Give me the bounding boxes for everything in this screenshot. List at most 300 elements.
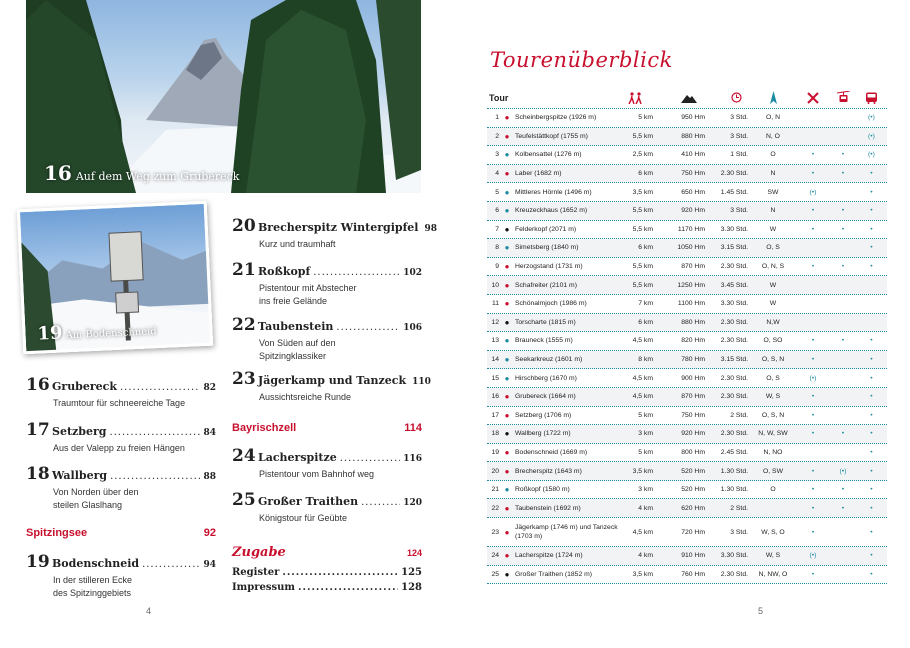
gear-rental-mark: • (811, 337, 815, 345)
cablecar-mark: • (841, 207, 845, 215)
table-row[interactable] (487, 547, 887, 566)
bus-mark: • (870, 374, 873, 382)
bus-mark: • (870, 467, 873, 475)
tour-distance: 4,5 km (632, 337, 653, 345)
bus-mark: • (870, 188, 873, 196)
leader-dots (298, 582, 398, 593)
tour-distance: 5,5 km (632, 207, 653, 215)
tour-number: 7 (495, 225, 499, 233)
toc-entry-23[interactable] (232, 369, 431, 404)
difficulty-dot-icon: ● (504, 243, 510, 253)
tour-distance: 5 km (638, 448, 653, 456)
bus-mark: • (870, 430, 873, 438)
table-row[interactable] (487, 109, 887, 128)
difficulty-dot-icon: ● (504, 336, 510, 346)
gear-rental-mark: (•) (809, 188, 817, 196)
tour-number: 20 (491, 467, 499, 475)
tour-distance: 6 km (638, 170, 653, 178)
leader-dots (142, 559, 200, 570)
tour-duration: 3 Std. (730, 114, 748, 122)
gear-rental-mark: • (811, 170, 815, 178)
tour-duration: 2 Std. (730, 411, 748, 419)
difficulty-dot-icon: ● (504, 503, 510, 513)
bus-mark: • (870, 337, 873, 345)
tour-number: 13 (491, 337, 499, 345)
tour-elevation: 650 Hm (681, 188, 705, 196)
tour-number: 23 (491, 528, 499, 536)
tour-exposition: O (770, 486, 776, 494)
table-row[interactable] (487, 444, 887, 463)
entry-number: 21 (232, 260, 256, 280)
zugabe-title: Zugabe (232, 545, 286, 560)
table-row[interactable] (487, 128, 887, 147)
leader-dots (313, 267, 400, 278)
tour-name: Felderkopf (2071 m) (515, 225, 577, 233)
table-row[interactable] (487, 314, 887, 333)
tour-number: 14 (491, 356, 499, 364)
compass-icon (748, 91, 798, 104)
tour-elevation: 900 Hm (681, 374, 705, 382)
entry-page: 84 (203, 428, 216, 438)
photo-bodenschneid (17, 201, 213, 354)
tour-exposition: O (770, 151, 776, 159)
bus-mark: • (870, 411, 873, 419)
tour-exposition: N, NO (763, 448, 783, 456)
tour-duration: 3.15 Std. (720, 244, 748, 252)
cablecar-mark: • (841, 486, 845, 494)
gear-rental-mark: • (811, 207, 815, 215)
tour-exposition: O, S, N (761, 411, 785, 419)
table-row[interactable] (487, 462, 887, 481)
tour-exposition: O, SW (762, 467, 783, 475)
tour-name: Herzogstand (1731 m) (515, 263, 583, 271)
entry-subtitle: Aussichtsreiche Runde (259, 392, 352, 402)
tour-elevation: 820 Hm (681, 337, 705, 345)
difficulty-dot-icon: ● (504, 569, 510, 579)
tour-exposition: O, S, N (761, 356, 785, 364)
table-row[interactable] (487, 518, 887, 547)
difficulty-dot-icon: ● (504, 429, 510, 439)
tour-elevation: 1250 Hm (677, 281, 705, 289)
tour-name: Bodenschneid (1669 m) (515, 448, 588, 456)
tour-number: 25 (491, 570, 499, 578)
tour-name: Großer Traithen (1852 m) (515, 570, 593, 578)
entry-subtitle: Kurz und traumhaft (259, 239, 336, 249)
tour-number: 4 (495, 170, 499, 178)
cablecar-mark: (•) (839, 467, 847, 475)
bus-mark: • (870, 170, 873, 178)
entry-page: 82 (203, 383, 216, 393)
tour-number: 15 (491, 374, 499, 382)
tour-distance: 6 km (638, 244, 653, 252)
leader-dots (340, 453, 400, 464)
tour-elevation: 760 Hm (681, 570, 705, 578)
leader-dots (282, 567, 398, 578)
tour-distance: 4 km (638, 552, 653, 560)
tour-elevation: 870 Hm (681, 263, 705, 271)
tour-name: Taubenstein (1692 m) (515, 504, 581, 512)
entry-subtitle: Aus der Valepp zu freien Hängen (53, 443, 185, 453)
bus-mark: • (870, 570, 873, 578)
tour-exposition: O, N (766, 114, 780, 122)
tour-distance: 3,5 km (632, 188, 653, 196)
tour-number: 2 (495, 132, 499, 140)
table-row[interactable] (487, 202, 887, 221)
entry-number: 16 (26, 375, 50, 395)
clock-icon (705, 92, 748, 103)
table-row[interactable] (487, 566, 887, 585)
difficulty-dot-icon: ● (504, 392, 510, 402)
bus-mark: • (870, 356, 873, 364)
tour-duration: 2.30 Std. (720, 318, 748, 326)
entry-subtitle: Pistentour mit Abstecher ins freie Gelände (259, 283, 357, 306)
tour-name: Setzberg (1706 m) (515, 411, 572, 419)
tour-number: 22 (491, 504, 499, 512)
gear-rental-mark: • (811, 430, 815, 438)
tour-distance: 8 km (638, 356, 653, 364)
entry-page: 120 (403, 498, 422, 508)
entry-page: 116 (403, 454, 422, 464)
leader-dots (336, 322, 400, 333)
entry-subtitle: In der stilleren Ecke des Spitzinggebiets (53, 575, 133, 598)
table-row[interactable] (487, 146, 887, 165)
tour-name: Kreuzeckhaus (1652 m) (515, 207, 588, 215)
tour-duration: 1.45 Std. (720, 188, 748, 196)
section-zugabe[interactable] (232, 545, 422, 560)
entry-page: 94 (203, 560, 216, 570)
bus-mark: • (870, 504, 873, 512)
tour-number: 9 (495, 263, 499, 271)
toc-entry-25[interactable] (232, 490, 422, 525)
entry-page: 88 (203, 472, 216, 482)
tour-number: 24 (491, 552, 499, 560)
table-row[interactable] (487, 165, 887, 184)
table-row[interactable] (487, 276, 887, 295)
tour-duration: 1.30 Std. (720, 467, 748, 475)
toc-entry-impressum[interactable] (232, 582, 422, 593)
tour-duration: 3 Std. (730, 132, 748, 140)
tour-elevation: 620 Hm (681, 504, 705, 512)
section-title: Spitzingsee (26, 527, 88, 539)
tour-duration: 3.45 Std. (720, 281, 748, 289)
gear-rental-mark: • (811, 528, 815, 536)
tour-exposition: O, S (766, 374, 780, 382)
toc-entry-16[interactable] (26, 375, 216, 410)
tour-number: 17 (491, 411, 499, 419)
difficulty-dot-icon: ● (504, 299, 510, 309)
table-row[interactable] (487, 388, 887, 407)
tour-elevation: 720 Hm (681, 528, 705, 536)
gear-rental-mark: • (811, 504, 815, 512)
cablecar-mark: • (841, 225, 845, 233)
tour-name: Seekarkreuz (1601 m) (515, 356, 583, 364)
tour-duration: 2 Std. (730, 504, 748, 512)
gear-rental-mark: (•) (809, 374, 817, 382)
entry-title: Setzberg (52, 425, 107, 438)
caption-number: 16 (44, 161, 72, 185)
entry-number: 20 (232, 216, 256, 236)
entry-title: Bodenschneid (52, 557, 140, 570)
leader-dots (361, 497, 400, 508)
tour-number: 19 (491, 448, 499, 456)
tour-distance: 7 km (638, 300, 653, 308)
tour-name: Brauneck (1555 m) (515, 337, 573, 345)
tour-elevation: 950 Hm (681, 114, 705, 122)
bus-mark: • (870, 207, 873, 215)
tour-elevation: 410 Hm (681, 151, 705, 159)
toc-entry-register[interactable] (232, 567, 422, 578)
tour-distance: 3,5 km (632, 467, 653, 475)
tour-exposition: N (770, 170, 776, 178)
tour-distance: 5,5 km (632, 225, 653, 233)
tour-number: 10 (491, 281, 499, 289)
difficulty-dot-icon: ● (504, 113, 510, 123)
gear-rental-mark: • (811, 393, 815, 401)
tour-number: 18 (491, 430, 499, 438)
tour-duration: 2.45 Std. (720, 448, 748, 456)
tour-distance: 3 km (638, 486, 653, 494)
tour-exposition: W (769, 281, 777, 289)
tour-distance: 2,5 km (632, 151, 653, 159)
gear-rental-mark: • (811, 356, 815, 364)
tour-name: Schönalmjoch (1986 m) (515, 300, 587, 308)
difficulty-dot-icon: ● (504, 206, 510, 216)
table-row[interactable] (487, 295, 887, 314)
tour-number: 5 (495, 188, 499, 196)
tour-elevation: 520 Hm (681, 467, 705, 475)
tour-elevation: 750 Hm (681, 170, 705, 178)
tour-duration: 3 Std. (730, 528, 748, 536)
entry-page: 106 (403, 323, 422, 333)
entry-title: Impressum (232, 582, 295, 593)
tour-distance: 5,5 km (632, 263, 653, 271)
entry-number: 24 (232, 446, 256, 466)
tour-exposition: O, N, S (761, 263, 785, 271)
gear-rental-mark: • (811, 151, 815, 159)
tour-elevation: 1170 Hm (677, 225, 705, 233)
toc-entry-24[interactable] (232, 446, 422, 481)
toc-entry-19[interactable] (26, 552, 216, 600)
entry-subtitle: Königstour für Geübte (259, 513, 348, 523)
difficulty-dot-icon: ● (504, 410, 510, 420)
tour-exposition: N, O (766, 132, 780, 140)
tour-name: Simetsberg (1840 m) (515, 244, 579, 252)
table-body (487, 109, 887, 584)
tour-duration: 1 Std. (730, 151, 748, 159)
tour-duration: 3 Std. (730, 207, 748, 215)
tour-exposition: W (769, 300, 777, 308)
tour-number: 6 (495, 207, 499, 215)
table-row[interactable] (487, 481, 887, 500)
bus-icon (858, 92, 885, 104)
table-row[interactable] (487, 407, 887, 426)
table-row[interactable] (487, 499, 887, 518)
table-header (487, 87, 887, 109)
gear-rental-mark: • (811, 263, 815, 271)
bus-mark: • (870, 393, 873, 401)
tour-duration: 2.30 Std. (720, 393, 748, 401)
tour-name: Scheinbergspitze (1926 m) (515, 114, 597, 122)
toc-entry-20[interactable] (232, 216, 438, 251)
difficulty-dot-icon: ● (504, 131, 510, 141)
caption-text: Am Bodenschneid (65, 326, 157, 342)
caption-text: Auf dem Weg zum Grubereck (75, 170, 240, 183)
tour-number: 16 (491, 393, 499, 401)
toc-entry-21[interactable] (232, 260, 422, 308)
tour-elevation: 800 Hm (681, 448, 705, 456)
gear-rental-mark: • (811, 411, 815, 419)
entry-title: Großer Traithen (258, 495, 359, 508)
tour-name: Lacherspitze (1724 m) (515, 552, 583, 560)
hiker-icon (619, 92, 653, 104)
tour-name: Kolbensattel (1276 m) (515, 151, 582, 159)
tour-name: Brecherspitz (1643 m) (515, 467, 582, 475)
tour-elevation: 1100 Hm (677, 300, 705, 308)
tour-exposition: N (770, 207, 776, 215)
difficulty-dot-icon: ● (504, 485, 510, 495)
tour-distance: 5 km (638, 114, 653, 122)
tour-duration: 1.30 Std. (720, 486, 748, 494)
tour-exposition: N, W, SW (758, 430, 788, 438)
table-row[interactable] (487, 369, 887, 388)
tour-elevation: 920 Hm (681, 207, 705, 215)
toc-entry-17[interactable] (26, 420, 216, 455)
tour-elevation: 780 Hm (681, 356, 705, 364)
tour-number: 8 (495, 244, 499, 252)
tour-name: Grubereck (1664 m) (515, 393, 576, 401)
entry-page: 125 (401, 567, 422, 578)
tour-distance: 4,5 km (632, 374, 653, 382)
tour-name: Jägerkamp (1746 m) und Tanzeck (1703 m) (515, 524, 618, 541)
difficulty-dot-icon: ● (504, 447, 510, 457)
tour-duration: 3.30 Std. (720, 300, 748, 308)
entry-title: Grubereck (52, 380, 117, 393)
tools-icon (798, 92, 828, 104)
gear-rental-mark: • (811, 225, 815, 233)
entry-page: 128 (401, 582, 422, 593)
bus-mark: • (870, 528, 873, 536)
tour-number: 1 (495, 114, 499, 122)
tour-exposition: W (769, 225, 777, 233)
table-row[interactable] (487, 332, 887, 351)
entry-page: 110 (412, 377, 431, 387)
tour-elevation: 870 Hm (681, 393, 705, 401)
bus-mark: (•) (868, 151, 875, 159)
table-row[interactable] (487, 183, 887, 202)
bus-mark: • (870, 552, 873, 560)
header-tour: Tour (489, 92, 509, 103)
tour-exposition: W, S (765, 393, 781, 401)
mountain-icon (653, 93, 705, 103)
entry-title: Wallberg (52, 469, 108, 482)
tour-distance: 5,5 km (632, 281, 653, 289)
tour-duration: 2.30 Std. (720, 570, 748, 578)
page-title: Tourenüberblick (490, 48, 673, 72)
tour-duration: 3.30 Std. (720, 225, 748, 233)
table-row[interactable] (487, 425, 887, 444)
difficulty-dot-icon: ● (504, 317, 510, 327)
difficulty-dot-icon: ● (504, 355, 510, 365)
caption-number: 19 (37, 322, 63, 345)
difficulty-dot-icon: ● (504, 373, 510, 383)
tour-name: Hirschberg (1670 m) (515, 374, 577, 382)
table-row[interactable] (487, 221, 887, 240)
entry-title: Register (232, 567, 280, 578)
photo-caption (44, 161, 239, 185)
gear-rental-mark: • (811, 467, 815, 475)
difficulty-dot-icon: ● (504, 466, 510, 476)
leader-dots (110, 471, 200, 482)
cablecar-mark: • (841, 170, 845, 178)
entry-number: 19 (26, 552, 50, 572)
tour-distance: 3 km (638, 430, 653, 438)
toc-entry-22[interactable] (232, 315, 422, 363)
tour-distance: 4 km (638, 504, 653, 512)
cablecar-mark: • (841, 337, 845, 345)
entry-subtitle: Traumtour für schneereiche Tage (53, 398, 186, 408)
entry-page: 98 (424, 224, 438, 234)
tour-duration: 2.30 Std. (720, 263, 748, 271)
difficulty-dot-icon: ● (504, 224, 510, 234)
tour-overview-table (487, 87, 887, 584)
tour-elevation: 880 Hm (681, 318, 705, 326)
tour-exposition: N,W (766, 318, 780, 326)
section-bayrischzell[interactable] (232, 422, 422, 434)
zugabe-page: 124 (406, 548, 422, 558)
tour-exposition: O, SO (763, 337, 783, 345)
leader-dots (120, 382, 200, 393)
tour-distance: 5 km (638, 411, 653, 419)
difficulty-dot-icon: ● (504, 169, 510, 179)
entry-subtitle: Von Norden über den steilen Glaslhang (53, 487, 139, 510)
gear-rental-mark: • (811, 486, 815, 494)
tour-name: Schafreiter (2101 m) (515, 281, 577, 289)
section-spitzingsee[interactable] (26, 527, 216, 539)
tour-exposition: O, S (766, 244, 780, 252)
table-row[interactable] (487, 258, 887, 277)
tour-elevation: 920 Hm (681, 430, 705, 438)
tour-duration: 2.30 Std. (720, 337, 748, 345)
entry-title: Brecherspitz Wintergipfel (258, 221, 419, 234)
tour-exposition: N, NW, O (758, 570, 788, 578)
tour-duration: 3.30 Std. (720, 552, 748, 560)
tour-duration: 3.15 Std. (720, 356, 748, 364)
section-page: 92 (203, 527, 216, 539)
tour-name: Mittleres Hörnle (1496 m) (515, 188, 592, 196)
table-row[interactable] (487, 239, 887, 258)
entry-title: Lacherspitze (258, 451, 337, 464)
entry-subtitle: Pistentour vom Bahnhof weg (259, 469, 375, 479)
tour-name: Laber (1682 m) (515, 170, 562, 178)
tour-exposition: SW (767, 188, 779, 196)
tour-duration: 2.30 Std. (720, 374, 748, 382)
difficulty-dot-icon: ● (504, 150, 510, 160)
tour-elevation: 880 Hm (681, 132, 705, 140)
bus-mark: • (870, 486, 873, 494)
tour-distance: 4,5 km (632, 528, 653, 536)
bus-mark: • (870, 225, 873, 233)
leader-dots (109, 427, 200, 438)
cablecar-mark: • (841, 504, 845, 512)
tour-distance: 3,5 km (632, 570, 653, 578)
difficulty-dot-icon: ● (504, 551, 510, 561)
toc-entry-18[interactable] (26, 464, 216, 512)
table-row[interactable] (487, 351, 887, 370)
tour-number: 11 (491, 300, 499, 308)
cablecar-icon (828, 91, 858, 104)
entry-title: Roßkopf (258, 265, 311, 278)
tour-duration: 2.30 Std. (720, 430, 748, 438)
